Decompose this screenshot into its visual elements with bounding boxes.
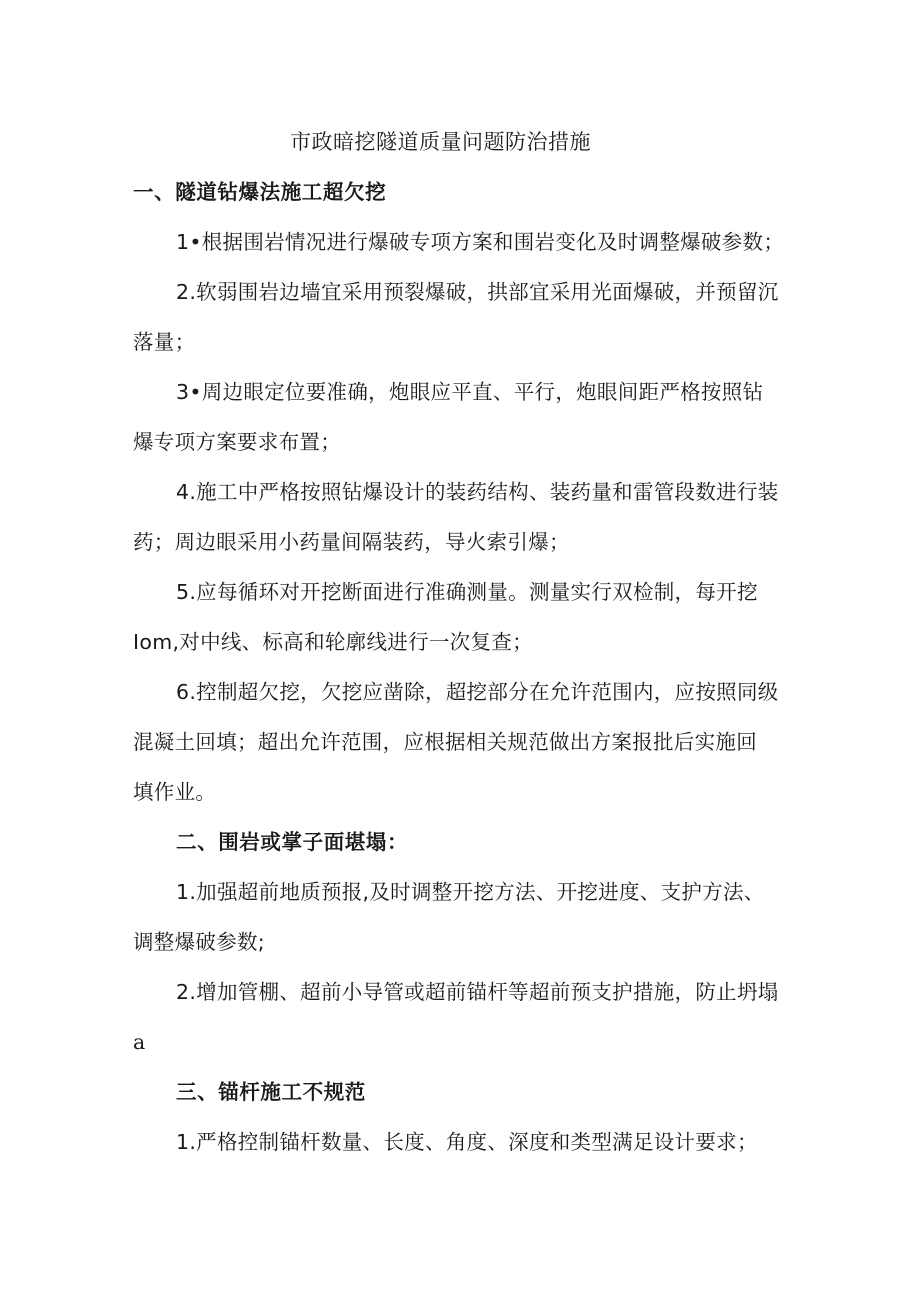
section-heading: 二、围岩或掌子面堪塌： [176,830,409,854]
paragraph-line: 5.应每循环对开挖断面进行准确测量。测量实行双检制，每开挖 [176,580,758,604]
paragraph-line: 1.严格控制锚杆数量、长度、角度、深度和类型满足设计要求； [176,1130,758,1154]
paragraph-line: 混凝土回填；超出允许范围，应根据相关规范做出方案报批后实施回 [133,730,757,754]
section-heading: 一、隧道钻爆法施工超欠挖 [133,180,387,204]
paragraph-line: 1.加强超前地质预报,及时调整开挖方法、开挖进度、支护方法、 [176,880,765,904]
paragraph-line: 爆专项方案要求布置； [133,430,341,454]
paragraph-line: 2.增加管棚、超前小导管或超前锚杆等超前预支护措施，防止坍塌 [176,980,779,1004]
section-heading: 三、锚杆施工不规范 [176,1080,366,1104]
paragraph-line: a [133,1030,146,1054]
paragraph-line: 2.软弱围岩边墙宜采用预裂爆破，拱部宜采用光面爆破，并预留沉 [176,280,779,304]
document-title: 市政暗挖隧道质量问题防治措施 [290,130,591,154]
paragraph-line: 3•周边眼定位要准确，炮眼应平直、平行，炮眼间距严格按照钻 [176,380,764,404]
paragraph-line: 1•根据围岩情况进行爆破专项方案和围岩变化及时调整爆破参数； [176,230,785,254]
paragraph-line: 6.控制超欠挖，欠挖应凿除，超挖部分在允许范围内，应按照同级 [176,680,779,704]
paragraph-line: 填作业。 [133,780,217,804]
paragraph-line: 调整爆破参数; [133,930,266,954]
paragraph-line: 药；周边眼采用小药量间隔装药，导火索引爆； [133,530,570,554]
paragraph-line: 4.施工中严格按照钻爆设计的装药结构、装药量和雷管段数进行装 [176,480,779,504]
paragraph-line: Iom,对中线、标高和轮廓线进行一次复查； [133,630,533,654]
paragraph-line: 落量； [133,330,196,354]
